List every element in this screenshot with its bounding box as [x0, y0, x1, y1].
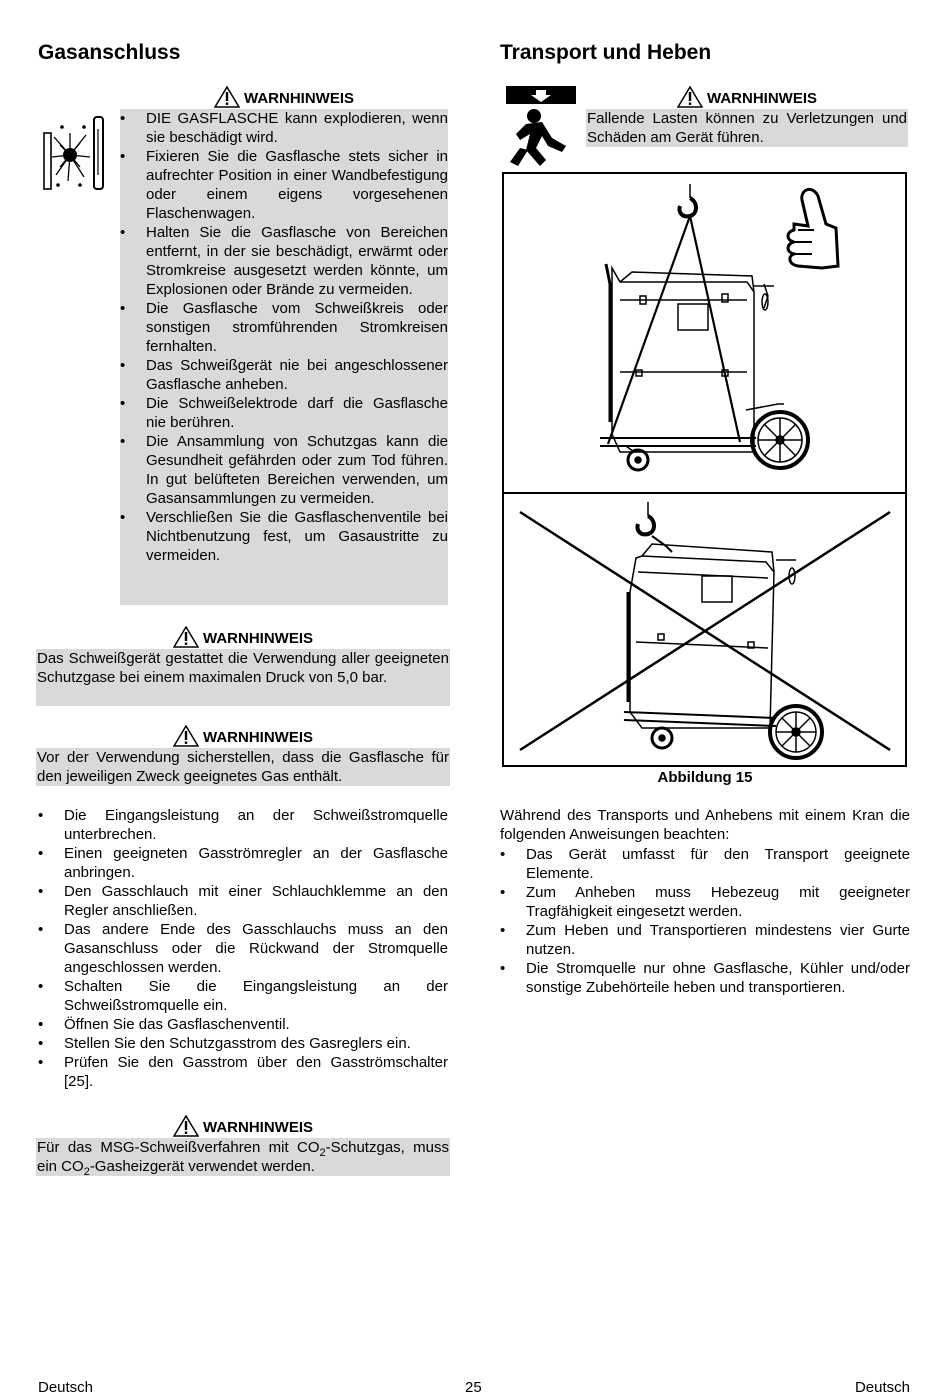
footer-language-left: Deutsch: [38, 1379, 94, 1396]
warning-label: WARNHINWEIS: [203, 729, 313, 746]
warning-triangle-icon: [173, 725, 199, 747]
co2-text: -Gasheizgerät verwendet werden.: [89, 1158, 315, 1175]
page-number: 25: [465, 1379, 482, 1396]
warning-label: WARNHINWEIS: [203, 630, 313, 647]
footer-language-right: Deutsch: [854, 1379, 910, 1396]
list-item: • Schalten Sie die Eingangsleistung an der Schweißstromquelle ein.: [38, 977, 448, 1015]
warning-header: [36, 725, 450, 747]
warning-triangle-icon: [173, 626, 199, 648]
list-item: • Das Schweißgerät nie bei angeschlossener Gasflasche anheben.: [120, 356, 448, 394]
warning-label: WARNHINWEIS: [244, 90, 354, 107]
list-item: • Zum Anheben muss Hebezeug mit geeigneter Tragfähigkeit eingesetzt werden.: [500, 883, 910, 921]
warning-box-gas-cylinder: [120, 109, 448, 605]
warning-triangle-icon: [677, 86, 703, 108]
list-item: • Das andere Ende des Gasschlauchs muss an den Gasanschluss oder die Rückwand der Stromquelle angeschlossen werden.: [38, 920, 448, 977]
list-item: • Die Eingangsleistung an der Schweißstromquelle unterbrechen.: [38, 806, 448, 844]
warning-list: [120, 109, 448, 565]
list-item: • Öffnen Sie das Gasflaschenventil.: [38, 1015, 448, 1034]
list-item: • Die Ansammlung von Schutzgas kann die Gesundheit gefährden oder zum Tod führen. In gut belüfteten Bereichen verwenden, um Gasansammlungen zu vermeiden.: [120, 432, 448, 508]
lifting-figure: [502, 172, 908, 768]
warning-label: WARNHINWEIS: [203, 1119, 313, 1136]
subscript: 2: [83, 1166, 90, 1178]
warning-triangle-icon: [173, 1115, 199, 1137]
list-item: • Verschließen Sie die Gasflaschenventile bei Nichtbenutzung fest, um Gasaustritte zu vermeiden.: [120, 508, 448, 565]
list-item: • DIE GASFLASCHE kann explodieren, wenn sie beschädigt wird.: [120, 109, 448, 147]
list-item: • Prüfen Sie den Gasstrom über den Gasströmschalter [25].: [38, 1053, 448, 1091]
warning-triangle-icon: [214, 86, 240, 108]
warning-box-gas-check: Vor der Verwendung sicherstellen, dass die Gasflasche für den jeweiligen Zweck geeignetes Gas enthält.: [37, 749, 449, 785]
gas-cylinder-explosion-icon: [40, 115, 108, 193]
subscript: 2: [319, 1147, 326, 1159]
figure-caption: Abbildung 15: [657, 769, 753, 786]
list-item: • Die Gasflasche vom Schweißkreis oder sonstigen stromführenden Stromkreisen fernhalten.: [120, 299, 448, 356]
list-item: • Halten Sie die Gasflasche von Bereichen entfernt, in der sie beschädigt, erwärmt oder Stromkreise ausgesetzt werden könnte, um Explosionen oder Brände zu vermeiden.: [120, 223, 448, 299]
warning-label: WARNHINWEIS: [707, 90, 817, 107]
list-item: • Einen geeigneten Gasströmregler an der Gasflasche anbringen.: [38, 844, 448, 882]
transport-instructions: [500, 845, 910, 997]
list-item: • Das Gerät umfasst für den Transport geeignete Elemente.: [500, 845, 910, 883]
gas-connection-steps: [38, 806, 448, 1091]
warning-box-co2: [36, 1138, 450, 1176]
transport-intro: Während des Transports und Anhebens mit einem Kran die folgenden Anweisungen beachten:: [500, 807, 910, 843]
warning-header: [36, 626, 450, 648]
list-item: • Den Gasschlauch mit einer Schlauchklemme an den Regler anschließen.: [38, 882, 448, 920]
warning-box-falling-loads: Fallende Lasten können zu Verletzungen und Schäden am Gerät führen.: [587, 110, 907, 146]
warning-header: [120, 86, 448, 108]
section-heading-transport: Transport und Heben: [500, 41, 712, 64]
falling-load-icon: [506, 86, 578, 172]
list-item: • Fixieren Sie die Gasflasche stets sicher in aufrechter Position in einer Wandbefestigung oder einem eigens vorgesehenen Flaschenwagen.: [120, 147, 448, 223]
co2-text: Für das MSG-Schweißverfahren mit CO: [37, 1139, 320, 1156]
warning-header: [586, 86, 908, 108]
list-item: • Die Schweißelektrode darf die Gasflasche nie berühren.: [120, 394, 448, 432]
warning-header: [36, 1115, 450, 1137]
list-item: • Zum Heben und Transportieren mindestens vier Gurte nutzen.: [500, 921, 910, 959]
warning-box-pressure: Das Schweißgerät gestattet die Verwendung aller geeigneten Schutzgase bei einem maximalen Druck von 5,0 bar.: [36, 649, 450, 706]
list-item: • Stellen Sie den Schutzgasstrom des Gasreglers ein.: [38, 1034, 448, 1053]
section-heading-gas: Gasanschluss: [38, 41, 181, 64]
co2-text: -Schutzgas, muss ein CO: [37, 1139, 449, 1175]
list-item: • Die Stromquelle nur ohne Gasflasche, Kühler und/oder sonstige Zubehörteile heben und transportieren.: [500, 959, 910, 997]
